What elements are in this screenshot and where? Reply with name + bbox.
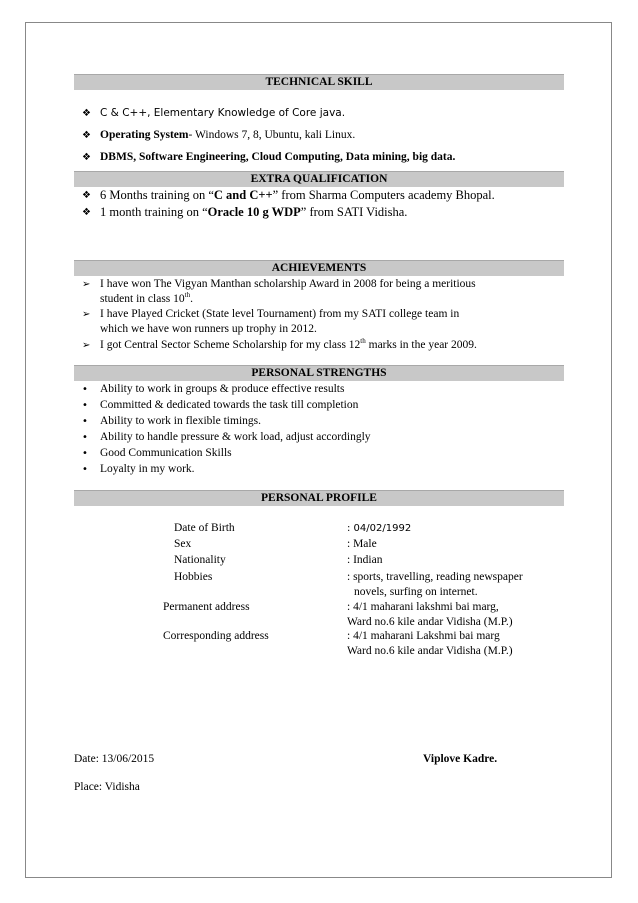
sex-label: Sex: [174, 538, 192, 550]
achievement-text: I have won The Vigyan Manthan scholarship Award in 2008 for being a meritious: [100, 278, 476, 290]
corresponding-address-label: Corresponding address: [163, 630, 269, 642]
personal-profile-heading: PERSONAL PROFILE: [74, 490, 564, 506]
diamond-bullet-icon: ❖: [82, 207, 91, 218]
dot-bullet-icon: •: [82, 416, 88, 427]
personal-strengths-heading: PERSONAL STRENGTHS: [74, 365, 564, 381]
permanent-address-value: : 4/1 maharani lakshmi bai marg,: [347, 601, 499, 613]
achievement-text: student in class 10: [100, 293, 185, 305]
corresponding-address-value: : 4/1 maharani Lakshmi bai marg: [347, 630, 500, 642]
strength-text: Ability to work in groups & produce effective results: [100, 383, 345, 395]
skill-text: C & C++, Elementary Knowledge of Core java.: [100, 107, 346, 119]
dot-bullet-icon: •: [82, 464, 88, 475]
skill-bold: DBMS, Software Engineering, Cloud Computing, Data mining, big data.: [100, 151, 456, 163]
corresponding-address-value-cont: Ward no.6 kile andar Vidisha (M.P.): [347, 645, 513, 657]
achievement-text: I got Central Sector Scheme Scholarship for my class 12: [100, 339, 361, 351]
diamond-bullet-icon: ❖: [82, 130, 91, 141]
achievement-text: marks in the year 2009.: [365, 339, 477, 351]
nationality-value: : Indian: [347, 554, 383, 566]
diamond-bullet-icon: ❖: [82, 152, 91, 163]
skill-bold: Operating System: [100, 129, 189, 141]
qual-text: 6 Months training on “: [100, 188, 214, 202]
arrow-bullet-icon: ➢: [82, 279, 91, 290]
nationality-label: Nationality: [174, 554, 226, 566]
dot-bullet-icon: •: [82, 400, 88, 411]
diamond-bullet-icon: ❖: [82, 190, 91, 201]
strength-text: Loyalty in my work.: [100, 463, 195, 475]
qual-text: ” from Sharma Computers academy Bhopal.: [272, 188, 495, 202]
arrow-bullet-icon: ➢: [82, 309, 91, 320]
strength-text: Ability to work in flexible timings.: [100, 415, 261, 427]
achievement-text: I have Played Cricket (State level Tournament) from my SATI college team in: [100, 308, 460, 320]
permanent-address-label: Permanent address: [163, 601, 250, 613]
qual-text: ” from SATI Vidisha.: [300, 205, 408, 219]
dob-value: : 04/02/1992: [347, 523, 412, 534]
dot-bullet-icon: •: [82, 448, 88, 459]
skill-text: - Windows 7, 8, Ubuntu, kali Linux.: [188, 129, 356, 141]
sex-value: : Male: [347, 538, 377, 550]
technical-skill-heading: TECHNICAL SKILL: [74, 74, 564, 90]
dot-bullet-icon: •: [82, 432, 88, 443]
strength-text: Good Communication Skills: [100, 447, 232, 459]
hobbies-value: : sports, travelling, reading newspaper: [347, 571, 523, 583]
strength-text: Committed & dedicated towards the task till completion: [100, 399, 359, 411]
dob-label: Date of Birth: [174, 522, 235, 534]
qual-text: 1 month training on “: [100, 205, 208, 219]
arrow-bullet-icon: ➢: [82, 340, 91, 351]
dot-bullet-icon: •: [82, 384, 88, 395]
permanent-address-value-cont: Ward no.6 kile andar Vidisha (M.P.): [347, 616, 513, 628]
strength-text: Ability to handle pressure & work load, adjust accordingly: [100, 431, 371, 443]
signature-name: Viplove Kadre.: [423, 753, 498, 765]
hobbies-label: Hobbies: [174, 571, 213, 583]
achievements-heading: ACHIEVEMENTS: [74, 260, 564, 276]
achievement-text: which we have won runners up trophy in 2012.: [100, 323, 317, 335]
place-line: Place: Vidisha: [74, 781, 140, 793]
date-line: Date: 13/06/2015: [74, 753, 155, 765]
superscript: th: [360, 337, 366, 346]
superscript: th: [184, 291, 191, 300]
qual-bold: Oracle 10 g WDP: [207, 205, 301, 219]
qual-bold: C and C++: [213, 188, 273, 202]
extra-qualification-heading: EXTRA QUALIFICATION: [74, 171, 564, 187]
achievement-text: .: [190, 293, 193, 305]
hobbies-value-cont: novels, surfing on internet.: [354, 586, 478, 598]
diamond-bullet-icon: ❖: [82, 108, 91, 119]
